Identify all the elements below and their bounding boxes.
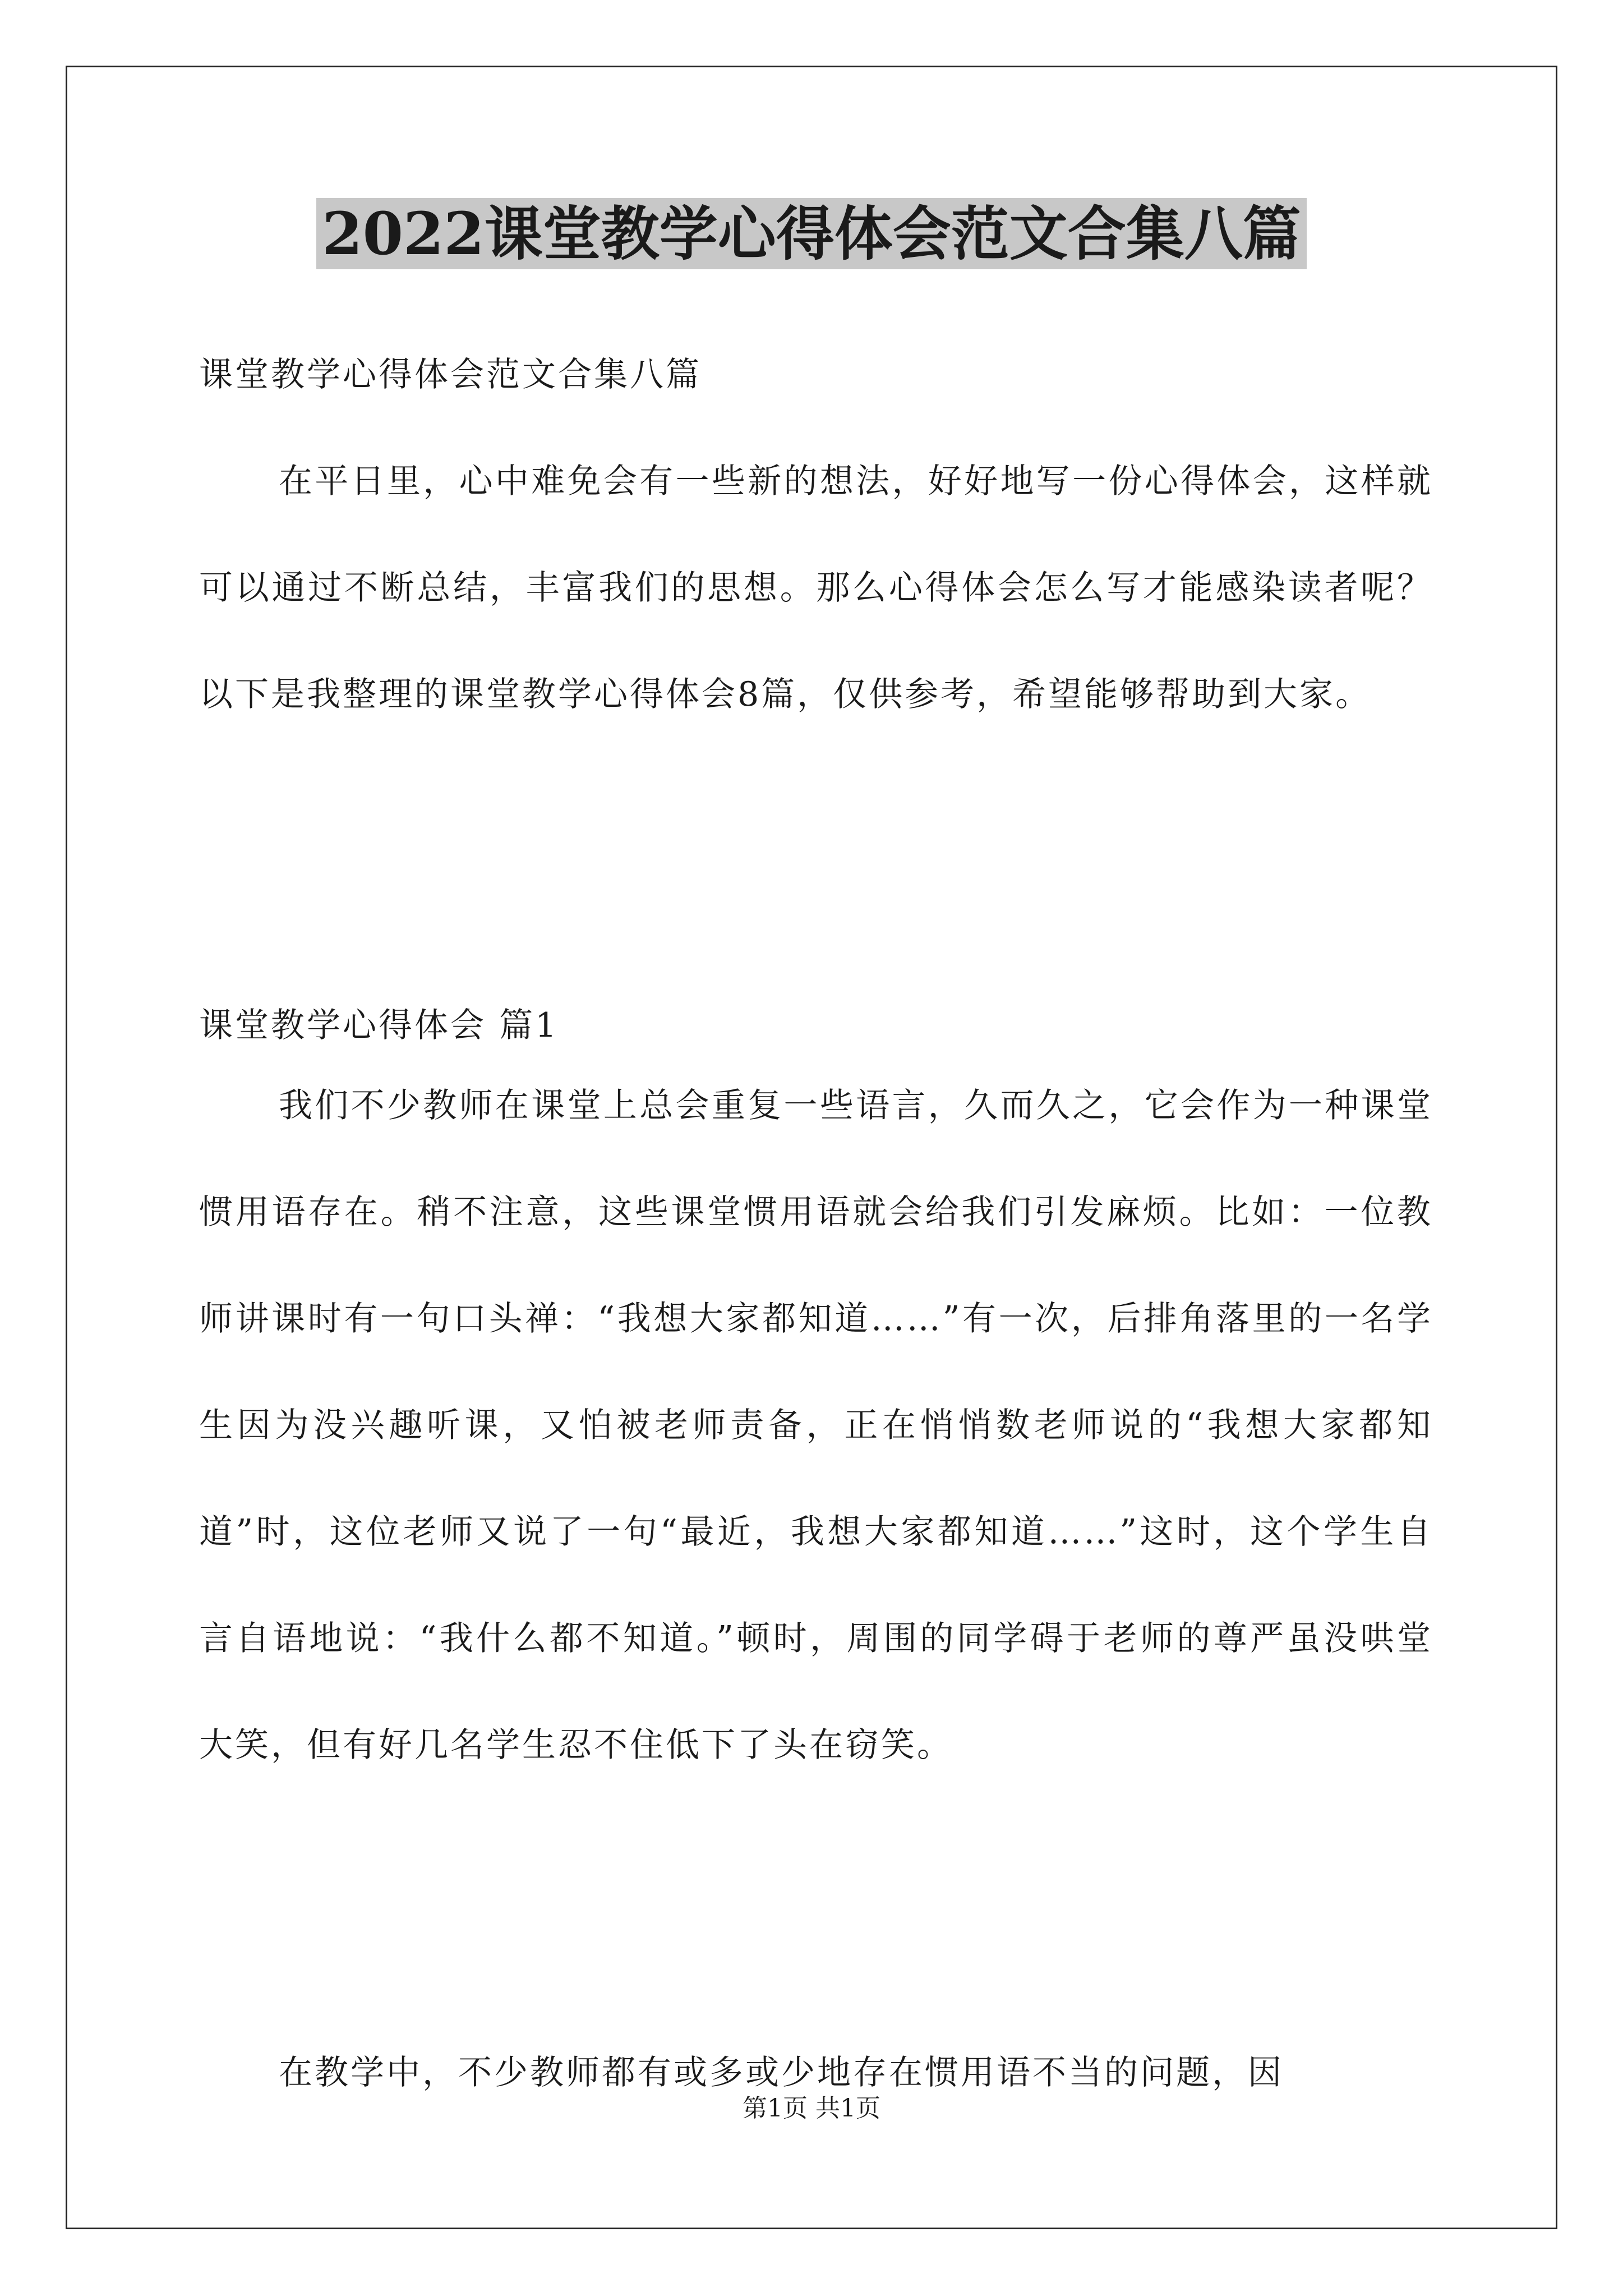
body-paragraph-2: 在教学中，不少教师都有或多或少地存在惯用语不当的问题，因 [279, 2053, 1284, 2092]
section-heading: 课堂教学心得体会 篇1 [199, 1006, 559, 1045]
body-paragraph-1: 我们不少教师在课堂上总会重复一些语言，久而久之，它会作为一种课堂惯用语存在。稍不注意，这些课堂惯用语就会给我们引发麻烦。比如：一位教师讲课时有一句口头禅：“我想大家都知道……”有一次，后排角落里的一名学生因为没兴趣听课，又怕被老师责备，正在悄悄数老师说的“我想大家都知道”时，这位老师又说了一句“最近，我想大家都知道……”这时，这个学生自言自语地说：“我什么都不知道。”顿时，周围的同学碍于老师的尊严虽没哄堂大笑，但有好几名学生忍不住低下了头在窃笑。 [199, 1086, 1433, 1765]
document-subtitle: 课堂教学心得体会范文合集八篇 [199, 355, 702, 394]
document-title-text: 2022课堂教学心得体会范文合集八篇 [316, 198, 1306, 269]
document-title [0, 197, 1623, 270]
page-footer: 第1页 共1页 [743, 2094, 880, 2123]
intro-paragraph: 在平日里，心中难免会有一些新的想法，好好地写一份心得体会，这样就可以通过不断总结，丰富我们的思想。那么心得体会怎么写才能感染读者呢？以下是我整理的课堂教学心得体会8篇，仅供参考，希望能够帮助到大家。 [199, 462, 1433, 714]
